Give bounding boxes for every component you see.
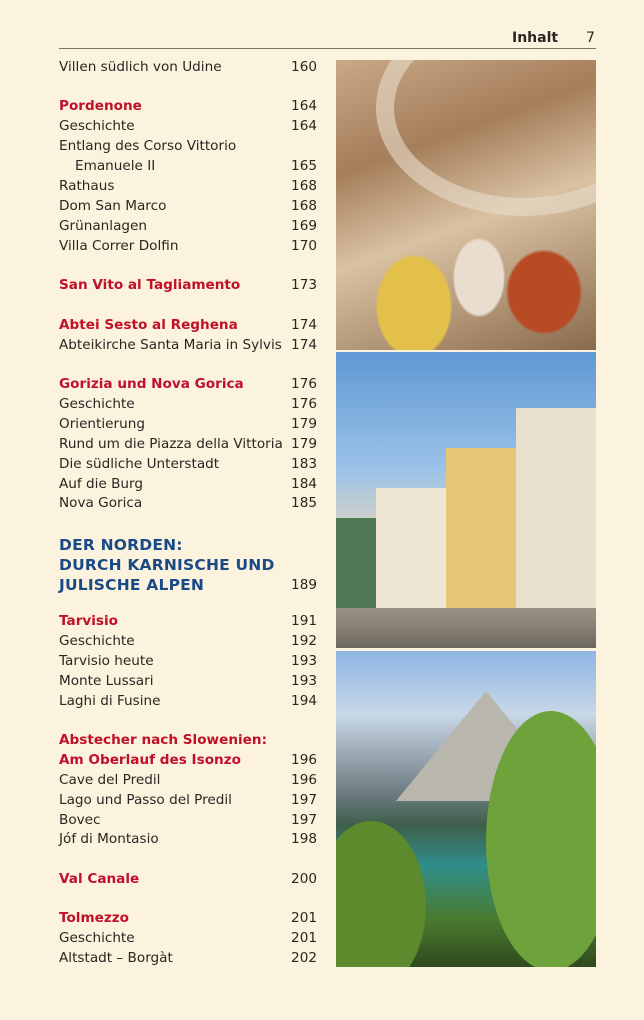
toc-entry-title: Tarvisio heute [59, 652, 154, 669]
toc-entry-page: 164 [291, 98, 317, 115]
toc-entry[interactable] [59, 395, 317, 415]
toc-entry[interactable] [59, 157, 317, 177]
toc-entry[interactable] [59, 830, 317, 850]
toc-entry-title: Villen südlich von Udine [59, 59, 222, 75]
toc-group-section [59, 276, 317, 296]
running-header-title: Inhalt [512, 30, 559, 46]
page-number: 7 [586, 30, 595, 46]
toc-entry[interactable] [59, 117, 317, 137]
toc-entry-page: 201 [291, 930, 317, 947]
toc-section-heading[interactable] [59, 909, 317, 929]
toc-entry-title: Rund um die Piazza della Vittoria [59, 435, 283, 452]
toc-entry[interactable] [59, 672, 317, 692]
toc-entry-title: Rathaus [59, 178, 115, 195]
toc-entry-title: Val Canale [59, 870, 140, 887]
fresco-photo [336, 60, 596, 350]
toc-entry-title: Tolmezzo [59, 910, 130, 927]
toc-chapter-heading[interactable] [59, 556, 317, 576]
toc-entry-page: 174 [291, 316, 317, 333]
toc-entry-page: 179 [291, 435, 317, 452]
toc-entry[interactable] [59, 949, 317, 969]
toc-entry-page: 170 [291, 237, 317, 254]
toc-entry-page: 179 [291, 415, 317, 432]
toc-entry-page: 198 [291, 831, 317, 848]
toc-entry-page: 176 [291, 395, 317, 412]
toc-entry-title: Die südliche Unterstadt [59, 455, 220, 472]
toc-entry-title: Emanuele II [75, 158, 156, 175]
toc-entry[interactable] [59, 58, 317, 78]
toc-entry-page: 191 [291, 612, 317, 629]
toc-entry-title: Bovec [59, 811, 101, 828]
toc-entry-title: Abstecher nach Slowenien: [59, 732, 268, 749]
toc-entry-title: DER NORDEN: [59, 536, 183, 555]
toc-group-section [59, 316, 317, 356]
toc-entry-page: 192 [291, 632, 317, 649]
toc-group-section [59, 612, 317, 711]
toc-group-section [59, 97, 317, 256]
toc-entry-title: Abtei Sesto al Reghena [59, 316, 238, 333]
toc-entry-page: 194 [291, 692, 317, 709]
header-rule [59, 48, 596, 49]
toc-entry[interactable] [59, 811, 317, 831]
toc-entry-title: Cave del Predil [59, 771, 161, 788]
toc-entry[interactable] [59, 217, 317, 237]
toc-entry-title: Villa Correr Dolfin [59, 237, 179, 254]
toc-entry-page: 189 [291, 577, 317, 594]
toc-entry[interactable] [59, 197, 317, 217]
toc-entry-title: Geschichte [59, 632, 135, 649]
toc-entry-title: Dom San Marco [59, 197, 167, 214]
toc-section-heading[interactable] [59, 97, 317, 117]
toc-entry-page: 173 [291, 277, 317, 294]
toc-entry-title: DURCH KARNISCHE UND [59, 556, 275, 575]
toc-entry[interactable] [59, 475, 317, 495]
toc-entry-title: JULISCHE ALPEN [59, 576, 205, 595]
toc-entry[interactable] [59, 632, 317, 652]
toc-entry-page: 185 [291, 495, 317, 512]
toc-group-section [59, 870, 317, 890]
toc-group-plain [59, 58, 317, 78]
mountain-lake-photo [336, 651, 596, 967]
toc-entry[interactable] [59, 177, 317, 197]
toc-entry-title: Tarvisio [59, 612, 119, 629]
toc-entry-page: 168 [291, 178, 317, 195]
toc-entry[interactable] [59, 929, 317, 949]
toc-entry-page: 193 [291, 672, 317, 689]
toc-entry-page: 184 [291, 475, 317, 492]
toc-section-heading[interactable] [59, 731, 317, 751]
toc-entry-page: 202 [291, 950, 317, 967]
toc-entry-page: 193 [291, 652, 317, 669]
toc-group-chapter [59, 536, 317, 596]
toc-entry[interactable] [59, 415, 317, 435]
toc-entry-page: 164 [291, 118, 317, 135]
toc-entry[interactable] [59, 494, 317, 514]
toc-entry-page: 160 [291, 59, 317, 75]
toc-entry[interactable] [59, 771, 317, 791]
toc-entry-title: Entlang des Corso Vittorio [59, 138, 237, 155]
toc-group-section [59, 909, 317, 969]
toc-entry[interactable] [59, 137, 317, 157]
toc-entry-page: 176 [291, 376, 317, 393]
toc-entry-page: 200 [291, 870, 317, 887]
toc-entry-title: Nova Gorica [59, 495, 143, 512]
toc-entry-page: 201 [291, 910, 317, 927]
toc-section-heading[interactable] [59, 316, 317, 336]
toc-entry-title: San Vito al Tagliamento [59, 277, 241, 294]
toc-entry-page: 168 [291, 197, 317, 214]
toc-chapter-heading[interactable] [59, 536, 317, 556]
toc-entry[interactable] [59, 692, 317, 712]
toc-group-section [59, 731, 317, 850]
toc-entry[interactable] [59, 652, 317, 672]
toc-entry-page: 197 [291, 791, 317, 808]
toc-entry[interactable] [59, 435, 317, 455]
toc-section-heading[interactable] [59, 375, 317, 395]
toc-entry-title: Grünanlagen [59, 217, 148, 234]
toc-entry-page: 165 [291, 158, 317, 175]
toc-entry-title: Jóf di Montasio [59, 831, 159, 848]
toc-entry-title: Am Oberlauf des Isonzo [59, 751, 241, 768]
toc-entry-title: Geschichte [59, 930, 135, 947]
toc-entry-title: Orientierung [59, 415, 145, 432]
toc-entry-title: Geschichte [59, 395, 135, 412]
table-of-contents [59, 58, 317, 989]
toc-entry-page: 169 [291, 217, 317, 234]
toc-entry-title: Auf die Burg [59, 475, 144, 492]
toc-entry-page: 174 [291, 336, 317, 353]
toc-entry-title: Laghi di Fusine [59, 692, 161, 709]
toc-entry[interactable] [59, 237, 317, 257]
toc-section-heading[interactable] [59, 870, 317, 890]
toc-entry[interactable] [59, 791, 317, 811]
toc-entry-page: 197 [291, 811, 317, 828]
toc-group-section [59, 375, 317, 514]
toc-entry-title: Pordenone [59, 98, 142, 115]
toc-chapter-heading[interactable] [59, 576, 317, 596]
town-square-photo [336, 352, 596, 648]
toc-entry-page: 183 [291, 455, 317, 472]
toc-entry[interactable] [59, 336, 317, 356]
toc-entry-page: 196 [291, 771, 317, 788]
toc-entry-page: 196 [291, 751, 317, 768]
toc-entry-title: Geschichte [59, 118, 135, 135]
toc-entry-title: Lago und Passo del Predil [59, 791, 232, 808]
toc-entry-title: Altstadt – Borgàt [59, 950, 173, 967]
toc-entry[interactable] [59, 455, 317, 475]
toc-section-heading[interactable] [59, 276, 317, 296]
toc-section-heading[interactable] [59, 751, 317, 771]
toc-section-heading[interactable] [59, 612, 317, 632]
toc-entry-title: Abteikirche Santa Maria in Sylvis [59, 336, 282, 353]
toc-entry-title: Monte Lussari [59, 672, 154, 689]
toc-entry-title: Gorizia und Nova Gorica [59, 376, 244, 393]
